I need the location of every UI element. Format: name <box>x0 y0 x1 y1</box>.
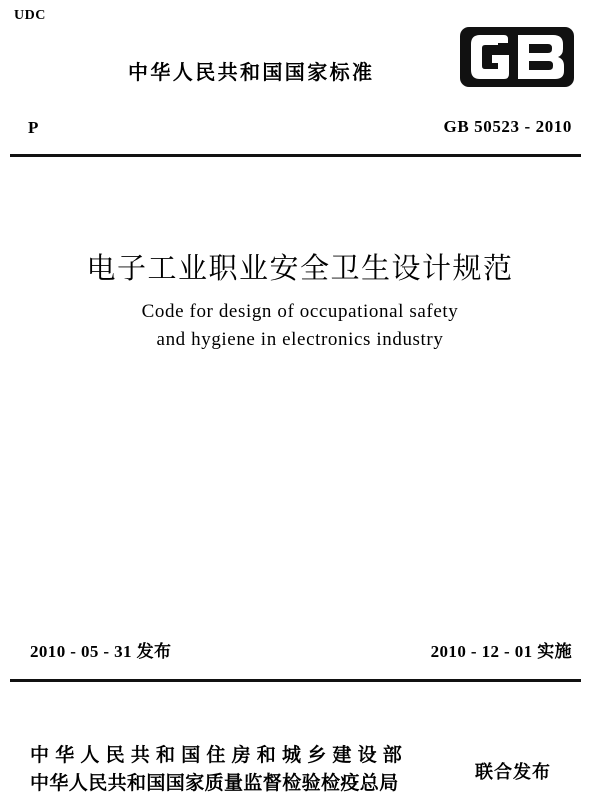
standard-body: 中华人民共和国国家标准 <box>128 60 375 84</box>
joint-issue-label: 联合发布 <box>475 762 551 783</box>
bottom-divider <box>10 679 581 682</box>
gb-logo-icon <box>460 27 574 87</box>
issuer-ministry: 中华人民共和国住房和城乡建设部 <box>30 744 409 766</box>
udc-label: UDC <box>14 8 46 23</box>
top-divider <box>10 154 581 157</box>
category-code: P <box>28 118 39 137</box>
title-english-line2: and hygiene in electronics industry <box>156 329 444 350</box>
issue-date: 2010 - 05 - 31 发布 <box>30 642 172 661</box>
implementation-date: 2010 - 12 - 01 实施 <box>430 642 572 661</box>
title-chinese: 电子工业职业安全卫生设计规范 <box>86 251 514 285</box>
issuer-aqsiq: 中华人民共和国国家质量监督检验检疫总局 <box>30 772 399 794</box>
standard-number: GB 50523 - 2010 <box>443 117 572 136</box>
title-english <box>0 298 600 354</box>
title-english-line1: Code for design of occupational safety <box>141 301 459 322</box>
